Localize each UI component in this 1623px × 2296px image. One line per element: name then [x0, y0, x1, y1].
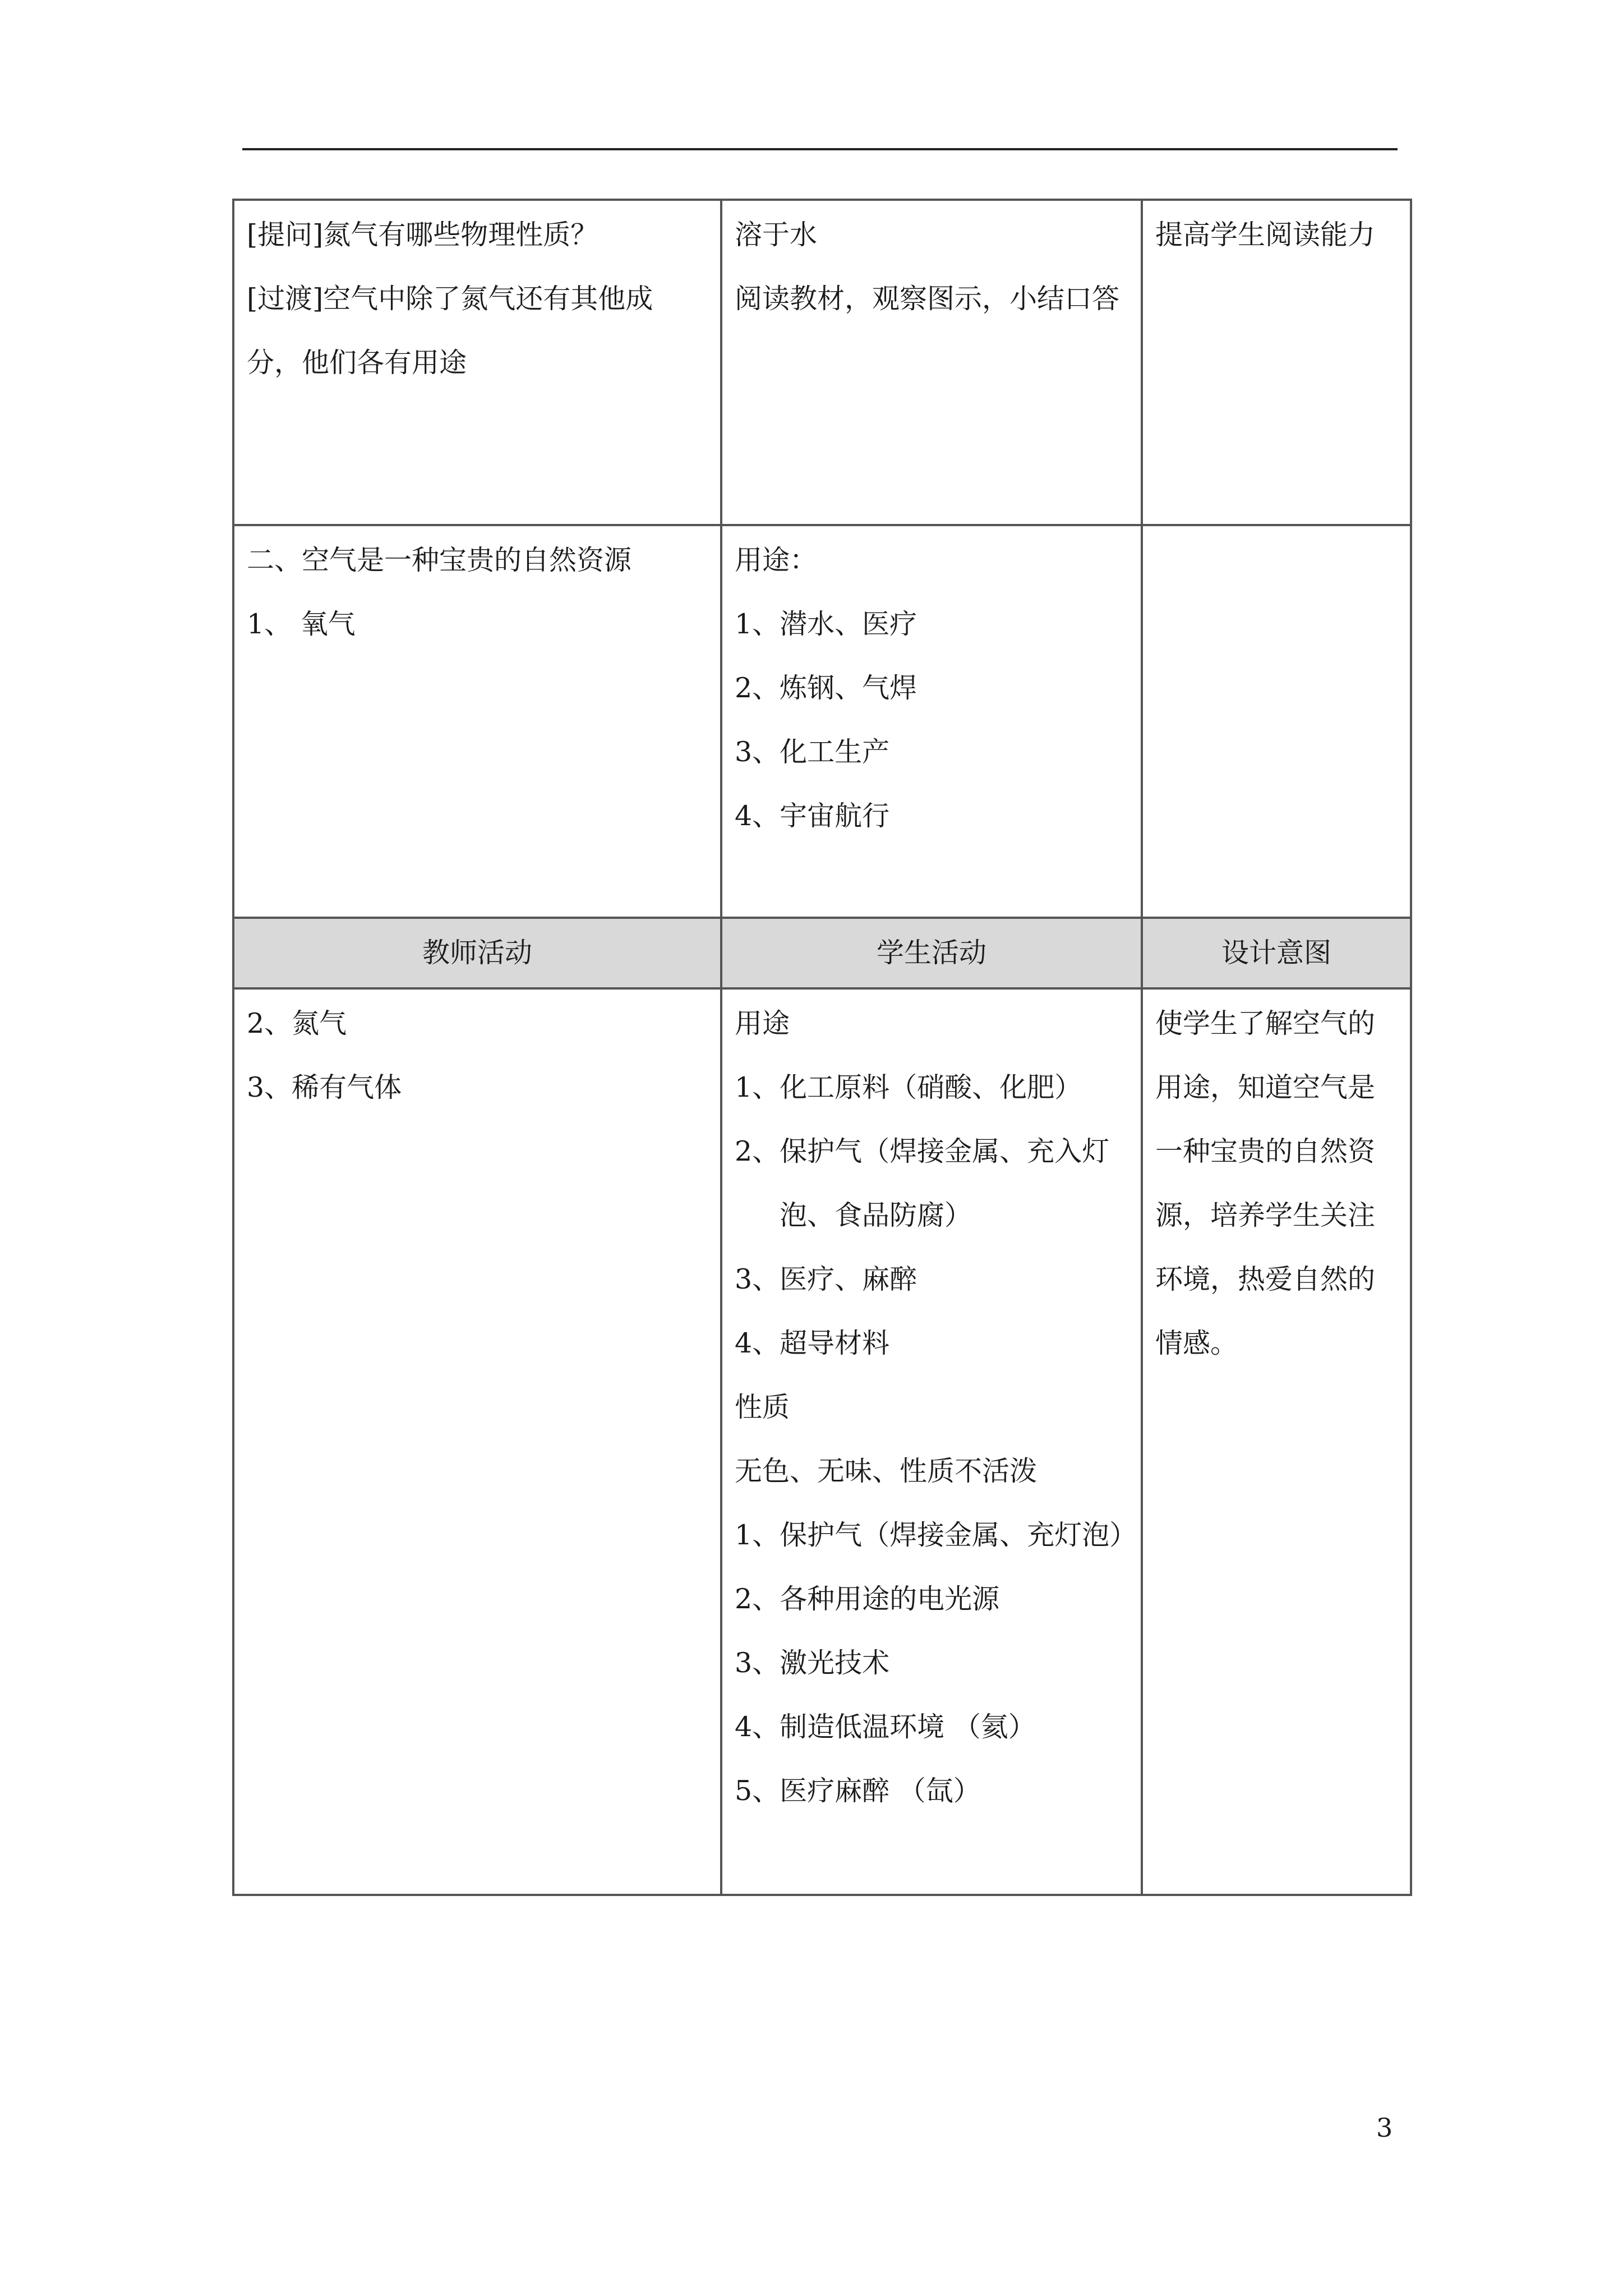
design-intent-cell: 使学生了解空气的 用途，知道空气是 一种宝贵的自然资 源，培养学生关注 环境，热爱自然的 情感。	[1142, 988, 1411, 1895]
section-heading: 二、空气是一种宝贵的自然资源	[247, 544, 632, 576]
student-activity-cell: 用途： 1、潜水、医疗 2、炼钢、气焊 3、化工生产 4、宇宙航行	[721, 525, 1142, 918]
question-text: [提问]氮气有哪些物理性质？	[247, 219, 598, 251]
header-design-intent: 设计意图	[1142, 918, 1411, 988]
teacher-activity-cell: 二、空气是一种宝贵的自然资源 1、 氧气	[233, 525, 721, 918]
table-row	[233, 988, 1411, 1895]
student-activity-cell: 用途 1、化工原料（硝酸、化肥） 2、保护气（焊接金属、充入灯 泡、食品防腐） 3、医疗、麻醉 4、超导材料 性质 无色、无味、性质不活泼 1、保护气（焊接金属、充灯泡） 2、各种用途的电光源 3、激光技术 4、制造低温环境 （氦） 5、医疗麻醉 （氙）	[721, 988, 1142, 1895]
header-student-activity: 学生活动	[721, 918, 1142, 988]
teacher-activity-cell: 2、氮气 3、稀有气体	[233, 988, 721, 1895]
header-teacher-activity: 教师活动	[233, 918, 721, 988]
lesson-plan-table	[232, 199, 1412, 1896]
student-activity-cell: 溶于水 阅读教材，观察图示，小结口答	[721, 200, 1142, 525]
design-intent-cell	[1142, 525, 1411, 918]
table-row	[233, 200, 1411, 525]
teacher-activity-cell: [提问]氮气有哪些物理性质？ [过渡]空气中除了氮气还有其他成 分，他们各有用途	[233, 200, 721, 525]
design-intent-cell: 提高学生阅读能力	[1142, 200, 1411, 525]
table-header-row	[233, 918, 1411, 988]
header-rule	[242, 148, 1398, 150]
transition-text: [过渡]空气中除了氮气还有其他成	[247, 283, 653, 315]
page-number: 3	[1376, 2113, 1393, 2143]
table-row	[233, 525, 1411, 918]
